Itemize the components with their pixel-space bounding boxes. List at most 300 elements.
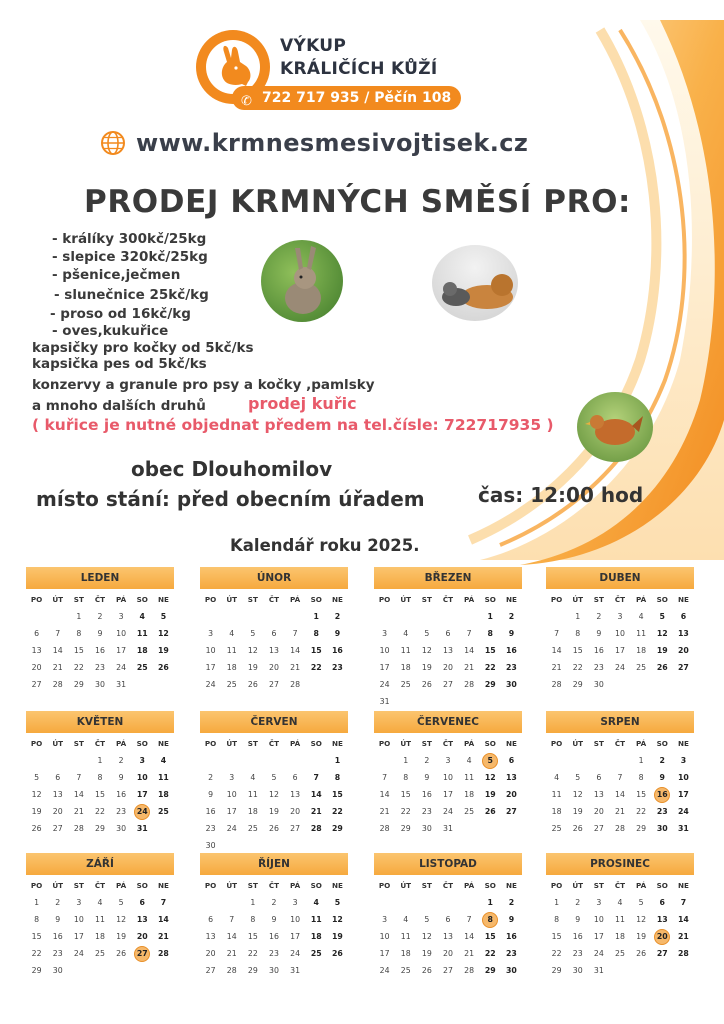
weekday-label: PO <box>204 739 217 748</box>
calendar-day: 1 <box>250 898 256 907</box>
calendar-day: 8 <box>487 629 493 638</box>
calendar-day: 15 <box>95 790 105 799</box>
calendar-day: 29 <box>73 680 84 689</box>
calendar-day: 13 <box>593 790 604 799</box>
calendar-title: Kalendář roku 2025. <box>230 536 420 555</box>
page-title: PRODEJ KRMNÝCH SMĚSÍ PRO: <box>84 184 632 220</box>
product-item: konzervy a granule pro psy a kočky ,pamlsky <box>32 377 375 393</box>
calendar-day: 18 <box>247 807 258 816</box>
calendar-day: 16 <box>205 807 216 816</box>
weekday-label: PO <box>550 881 563 890</box>
calendar-day: 2 <box>596 612 602 621</box>
weekday-label: ČT <box>442 595 454 604</box>
calendar-day: 11 <box>157 773 169 782</box>
calendar-day: 9 <box>659 773 665 782</box>
month-cervenec <box>374 711 522 837</box>
calendar-day: 25 <box>615 949 625 958</box>
weekday-label: ČT <box>94 595 106 604</box>
calendar-day: 31 <box>443 824 453 833</box>
weekday-label: ST <box>247 881 258 890</box>
calendar-day: 21 <box>310 807 322 816</box>
calendar-day: 9 <box>334 629 341 638</box>
calendar-day: 2 <box>271 898 277 907</box>
calendar-day: 2 <box>334 612 341 621</box>
calendar-day: 5 <box>659 612 665 621</box>
logo-phone-badge <box>232 86 461 110</box>
month-cerven <box>200 711 348 854</box>
calendar-day: 30 <box>505 680 517 689</box>
calendar-day: 26 <box>421 680 432 689</box>
calendar-day: 24 <box>205 680 216 689</box>
calendar-day: 21 <box>290 663 301 672</box>
calendar-day: 26 <box>636 949 647 958</box>
logo-phone-text: 722 717 935 / Pěčín 108 <box>262 90 452 106</box>
product-item: kapsička pes od 5kč/ks <box>32 356 207 372</box>
calendar-day: 13 <box>656 915 668 924</box>
calendar-day: 19 <box>116 932 127 941</box>
month-duben <box>546 567 694 693</box>
calendar-day: 8 <box>250 915 256 924</box>
calendar-day: 17 <box>379 663 390 672</box>
calendar-day: 4 <box>313 898 319 907</box>
calendar-day: 6 <box>292 773 298 782</box>
weekday-label: ÚT <box>226 881 238 890</box>
month-listopad <box>374 853 522 979</box>
calendar-day: 12 <box>421 646 432 655</box>
calendar-day: 19 <box>484 790 496 799</box>
calendar-day: 7 <box>76 773 82 782</box>
calendar-day: 5 <box>334 898 341 907</box>
weekday-label: SO <box>136 739 148 748</box>
calendar-day: 2 <box>659 756 665 765</box>
calendar-day: 22 <box>73 663 84 672</box>
calendar-day: 17 <box>677 790 689 799</box>
weekday-label: NE <box>331 881 343 890</box>
calendar-day: 14 <box>290 646 301 655</box>
company-logo <box>196 30 458 112</box>
calendar-day: 24 <box>226 824 237 833</box>
month-prosinec <box>546 853 694 979</box>
calendar-day: 8 <box>313 629 319 638</box>
calendar-day: 7 <box>229 915 235 924</box>
calendar-day: 23 <box>331 663 343 672</box>
calendar-day: 11 <box>247 790 258 799</box>
calendar-day: 12 <box>247 646 258 655</box>
calendar-day: 4 <box>638 612 644 621</box>
calendar-day <box>480 753 501 769</box>
month-header: BŘEZEN <box>374 567 522 589</box>
calendar-day: 7 <box>55 629 61 638</box>
month-header: LISTOPAD <box>374 853 522 875</box>
calendar-day: 6 <box>55 773 61 782</box>
calendar-day: 8 <box>638 773 644 782</box>
calendar-day: 4 <box>617 898 623 907</box>
weekday-label: PÁ <box>636 739 647 748</box>
calendar-day: 26 <box>116 949 127 958</box>
calendar-day: 10 <box>379 646 390 655</box>
month-days-grid <box>26 591 174 693</box>
weekday-label: SO <box>656 739 668 748</box>
calendar-day: 6 <box>445 629 451 638</box>
calendar-day: 26 <box>247 680 258 689</box>
calendar-day: 5 <box>575 773 581 782</box>
month-days-grid <box>26 735 174 837</box>
calendar-day: 2 <box>508 898 515 907</box>
calendar-day: 27 <box>31 680 42 689</box>
website-url[interactable]: www.krmnesmesivojtisek.cz <box>136 129 529 157</box>
calendar-day: 24 <box>677 807 689 816</box>
weekday-label: PO <box>378 881 391 890</box>
calendar-day: 22 <box>572 663 583 672</box>
calendar-day: 6 <box>208 915 214 924</box>
calendar-day: 12 <box>157 629 169 638</box>
calendar-day: 1 <box>554 898 560 907</box>
calendar-day: 1 <box>313 612 319 621</box>
calendar-day: 10 <box>205 646 216 655</box>
calendar-day: 19 <box>656 646 668 655</box>
calendar-day: 26 <box>484 807 496 816</box>
calendar-day: 30 <box>269 966 279 975</box>
calendar-day: 30 <box>116 824 127 833</box>
month-days-grid <box>546 591 694 693</box>
weekday-label: PÁ <box>636 595 647 604</box>
location-village: obec Dlouhomilov <box>131 457 333 481</box>
month-header: KVĚTEN <box>26 711 174 733</box>
calendar-day: 29 <box>484 680 496 689</box>
calendar-day: 6 <box>659 898 665 907</box>
weekday-label: PO <box>550 739 563 748</box>
month-days-grid <box>200 877 348 979</box>
calendar-day: 8 <box>334 773 341 782</box>
weekday-label: PÁ <box>116 595 127 604</box>
weekday-label: ST <box>593 595 604 604</box>
calendar-day: 30 <box>656 824 668 833</box>
calendar-day: 19 <box>572 807 583 816</box>
weekday-label: ST <box>421 739 432 748</box>
month-unor <box>200 567 348 693</box>
calendar-day: 3 <box>229 773 235 782</box>
calendar-day: 17 <box>205 663 216 672</box>
calendar-day: 31 <box>379 697 390 706</box>
calendar-day: 6 <box>139 898 145 907</box>
chicks-title: prodej kuřic <box>248 394 357 413</box>
calendar-day: 19 <box>636 932 647 941</box>
calendar-day: 5 <box>271 773 277 782</box>
product-item: - slunečnice 25kč/kg <box>54 287 209 303</box>
highlighted-day-marker: 5 <box>482 753 498 769</box>
calendar-day: 14 <box>615 790 625 799</box>
calendar-day: 17 <box>136 790 148 799</box>
calendar-day: 25 <box>464 807 475 816</box>
calendar-day: 21 <box>615 807 625 816</box>
month-days-grid <box>546 735 694 837</box>
calendar-day: 29 <box>400 824 411 833</box>
weekday-label: PO <box>30 739 43 748</box>
weekday-label: SO <box>484 881 496 890</box>
month-kveten <box>26 711 174 837</box>
calendar-day: 31 <box>116 680 127 689</box>
calendar-day: 30 <box>593 680 604 689</box>
calendar-day: 6 <box>34 629 40 638</box>
calendar-day: 18 <box>157 790 169 799</box>
chicken-photo <box>577 392 653 462</box>
calendar-day <box>652 929 673 945</box>
calendar-day: 29 <box>31 966 42 975</box>
weekday-label: ST <box>247 739 258 748</box>
calendar-day: 24 <box>73 949 84 958</box>
weekday-label: ST <box>593 739 604 748</box>
calendar-day: 29 <box>484 966 496 975</box>
product-item: a mnoho dalších druhů <box>32 398 206 414</box>
calendar-day: 24 <box>379 680 390 689</box>
calendar-day: 16 <box>95 646 105 655</box>
calendar-day: 13 <box>31 646 42 655</box>
calendar-day: 18 <box>551 807 562 816</box>
highlighted-day-marker: 8 <box>482 912 498 928</box>
calendar-day: 9 <box>508 915 515 924</box>
weekday-label: NE <box>331 739 343 748</box>
calendar-day: 30 <box>205 841 216 850</box>
calendar-day: 8 <box>575 629 581 638</box>
calendar-day: 13 <box>52 790 63 799</box>
calendar-day: 3 <box>292 898 298 907</box>
calendar-day: 6 <box>508 756 515 765</box>
weekday-label: ÚT <box>52 881 64 890</box>
calendar-day: 19 <box>331 932 343 941</box>
calendar-day: 5 <box>638 898 644 907</box>
month-header: LEDEN <box>26 567 174 589</box>
month-header: PROSINEC <box>546 853 694 875</box>
weekday-label: ST <box>421 881 432 890</box>
calendar-day: 19 <box>157 646 169 655</box>
calendar-day: 23 <box>572 949 583 958</box>
calendar-day: 18 <box>636 646 647 655</box>
weekday-label: NE <box>677 739 689 748</box>
calendar-day: 25 <box>400 966 411 975</box>
calendar-day: 14 <box>52 646 63 655</box>
calendar-day: 12 <box>116 915 127 924</box>
calendar-day: 15 <box>484 646 496 655</box>
calendar-day: 4 <box>97 898 103 907</box>
calendar-day: 25 <box>157 807 169 816</box>
calendar-day: 12 <box>421 932 432 941</box>
calendar-day: 10 <box>593 915 604 924</box>
calendar-day: 7 <box>160 898 167 907</box>
calendar-day: 19 <box>269 807 279 816</box>
calendar-day: 28 <box>464 966 475 975</box>
calendar-day: 11 <box>310 915 322 924</box>
calendar-day: 3 <box>617 612 623 621</box>
weekday-label: ST <box>593 881 604 890</box>
calendar-day <box>132 804 153 820</box>
month-days-grid <box>374 591 522 710</box>
rabbit-icon <box>214 44 256 90</box>
calendar-day: 9 <box>508 629 515 638</box>
calendar-day: 3 <box>382 629 388 638</box>
weekday-label: PÁ <box>290 595 301 604</box>
weekday-label: NE <box>157 595 169 604</box>
weekday-label: PÁ <box>464 739 475 748</box>
calendar-day: 20 <box>290 807 301 816</box>
weekday-label: ÚT <box>52 595 64 604</box>
calendar-day: 17 <box>116 646 127 655</box>
weekday-label: SO <box>136 881 148 890</box>
calendar-day: 29 <box>572 680 583 689</box>
calendar-day: 2 <box>508 612 515 621</box>
calendar-day: 22 <box>484 663 496 672</box>
calendar-day: 9 <box>97 629 103 638</box>
weekday-label: SO <box>484 739 496 748</box>
calendar-day: 20 <box>677 646 689 655</box>
calendar-day: 9 <box>55 915 61 924</box>
calendar-day: 21 <box>379 807 390 816</box>
calendar-day: 22 <box>31 949 42 958</box>
calendar-day: 15 <box>310 646 322 655</box>
calendar-day: 1 <box>575 612 581 621</box>
calendar-day: 31 <box>677 824 689 833</box>
calendar-day: 27 <box>52 824 63 833</box>
calendar-day: 27 <box>443 966 453 975</box>
calendar-day: 26 <box>31 824 42 833</box>
calendar-day: 24 <box>593 949 604 958</box>
calendar-day: 28 <box>615 824 625 833</box>
calendar-day: 1 <box>34 898 40 907</box>
calendar-day: 11 <box>226 646 237 655</box>
chicken-photo-icon <box>577 392 653 462</box>
weekday-label: ÚT <box>572 595 584 604</box>
calendar-day: 18 <box>400 949 411 958</box>
calendar-day: 30 <box>52 966 63 975</box>
calendar-day: 21 <box>464 949 475 958</box>
calendar-day: 16 <box>331 646 343 655</box>
month-brezen <box>374 567 522 710</box>
calendar-day: 21 <box>677 932 689 941</box>
weekday-label: ÚT <box>572 739 584 748</box>
calendar-day: 30 <box>505 966 517 975</box>
calendar-day: 16 <box>505 646 517 655</box>
calendar-day: 31 <box>593 966 604 975</box>
calendar-day: 3 <box>208 629 214 638</box>
calendar-day: 10 <box>677 773 689 782</box>
calendar-day: 14 <box>551 646 562 655</box>
calendar-day: 20 <box>205 949 216 958</box>
calendar-day: 10 <box>443 773 453 782</box>
calendar-day: 18 <box>95 932 105 941</box>
calendar-day: 15 <box>331 790 343 799</box>
calendar-day: 30 <box>421 824 432 833</box>
calendar-day: 30 <box>572 966 583 975</box>
calendar-day: 12 <box>269 790 279 799</box>
weekday-label: PO <box>204 881 217 890</box>
calendar-day: 26 <box>421 966 432 975</box>
calendar-day: 3 <box>76 898 82 907</box>
month-srpen <box>546 711 694 837</box>
weekday-label: ÚT <box>52 739 64 748</box>
weekday-label: SO <box>656 595 668 604</box>
weekday-label: ČT <box>614 739 626 748</box>
calendar-day: 11 <box>400 646 411 655</box>
calendar-day: 20 <box>136 932 148 941</box>
weekday-label: ČT <box>614 595 626 604</box>
month-days-grid <box>374 877 522 979</box>
calendar-day: 27 <box>677 663 689 672</box>
rabbit-photo-icon <box>261 240 343 322</box>
calendar-day: 7 <box>554 629 560 638</box>
product-item: - oves,kukuřice <box>52 323 169 339</box>
calendar-day: 10 <box>116 629 127 638</box>
calendar-day: 20 <box>269 663 279 672</box>
weekday-label: PÁ <box>464 595 475 604</box>
calendar-day: 13 <box>136 915 148 924</box>
weekday-label: ÚT <box>400 739 412 748</box>
weekday-label: SO <box>656 881 668 890</box>
calendar-day: 13 <box>269 646 279 655</box>
calendar-day: 16 <box>505 932 517 941</box>
calendar-day: 29 <box>551 966 562 975</box>
calendar-day: 27 <box>505 807 517 816</box>
calendar-day: 18 <box>310 932 322 941</box>
weekday-label: NE <box>331 595 343 604</box>
calendar-day: 2 <box>118 756 124 765</box>
calendar-day: 31 <box>290 966 301 975</box>
calendar-day: 7 <box>466 915 472 924</box>
weekday-label: ÚT <box>572 881 584 890</box>
weekday-label: PO <box>204 595 217 604</box>
calendar-day: 23 <box>421 807 432 816</box>
calendar-day: 7 <box>617 773 623 782</box>
calendar-day: 22 <box>310 663 322 672</box>
calendar-day: 14 <box>464 646 475 655</box>
calendar-day: 1 <box>638 756 644 765</box>
calendar-day: 21 <box>226 949 237 958</box>
calendar-day: 8 <box>76 629 82 638</box>
calendar-day: 10 <box>73 915 84 924</box>
calendar-day: 16 <box>116 790 127 799</box>
calendar-day: 14 <box>464 932 475 941</box>
product-item: - pšenice,ječmen <box>52 267 181 283</box>
highlighted-day-marker: 24 <box>134 804 150 820</box>
calendar-day: 27 <box>290 824 301 833</box>
calendar-day: 22 <box>636 807 647 816</box>
calendar-day: 3 <box>382 915 388 924</box>
calendar-day: 26 <box>157 663 169 672</box>
calendar-day: 4 <box>403 915 409 924</box>
website <box>100 128 528 158</box>
calendar-day: 28 <box>551 680 562 689</box>
calendar-day: 28 <box>379 824 390 833</box>
calendar-day: 9 <box>596 629 602 638</box>
product-item: - slepice 320kč/25kg <box>52 249 208 265</box>
calendar-day: 29 <box>247 966 258 975</box>
weekday-label: ČT <box>268 739 280 748</box>
calendar-day: 28 <box>73 824 84 833</box>
calendar-day: 28 <box>310 824 322 833</box>
calendar-day: 21 <box>464 663 475 672</box>
weekday-label: ČT <box>94 739 106 748</box>
calendar-day: 1 <box>403 756 409 765</box>
weekday-label: PO <box>378 739 391 748</box>
calendar-day: 6 <box>445 915 451 924</box>
calendar-day: 28 <box>226 966 237 975</box>
calendar-day: 14 <box>677 915 689 924</box>
calendar-day: 4 <box>160 756 167 765</box>
weekday-label: SO <box>310 739 322 748</box>
calendar-day: 11 <box>551 790 562 799</box>
calendar-day: 7 <box>292 629 298 638</box>
calendar-day: 3 <box>445 756 451 765</box>
calendar-day: 7 <box>313 773 319 782</box>
calendar-day: 16 <box>52 932 63 941</box>
